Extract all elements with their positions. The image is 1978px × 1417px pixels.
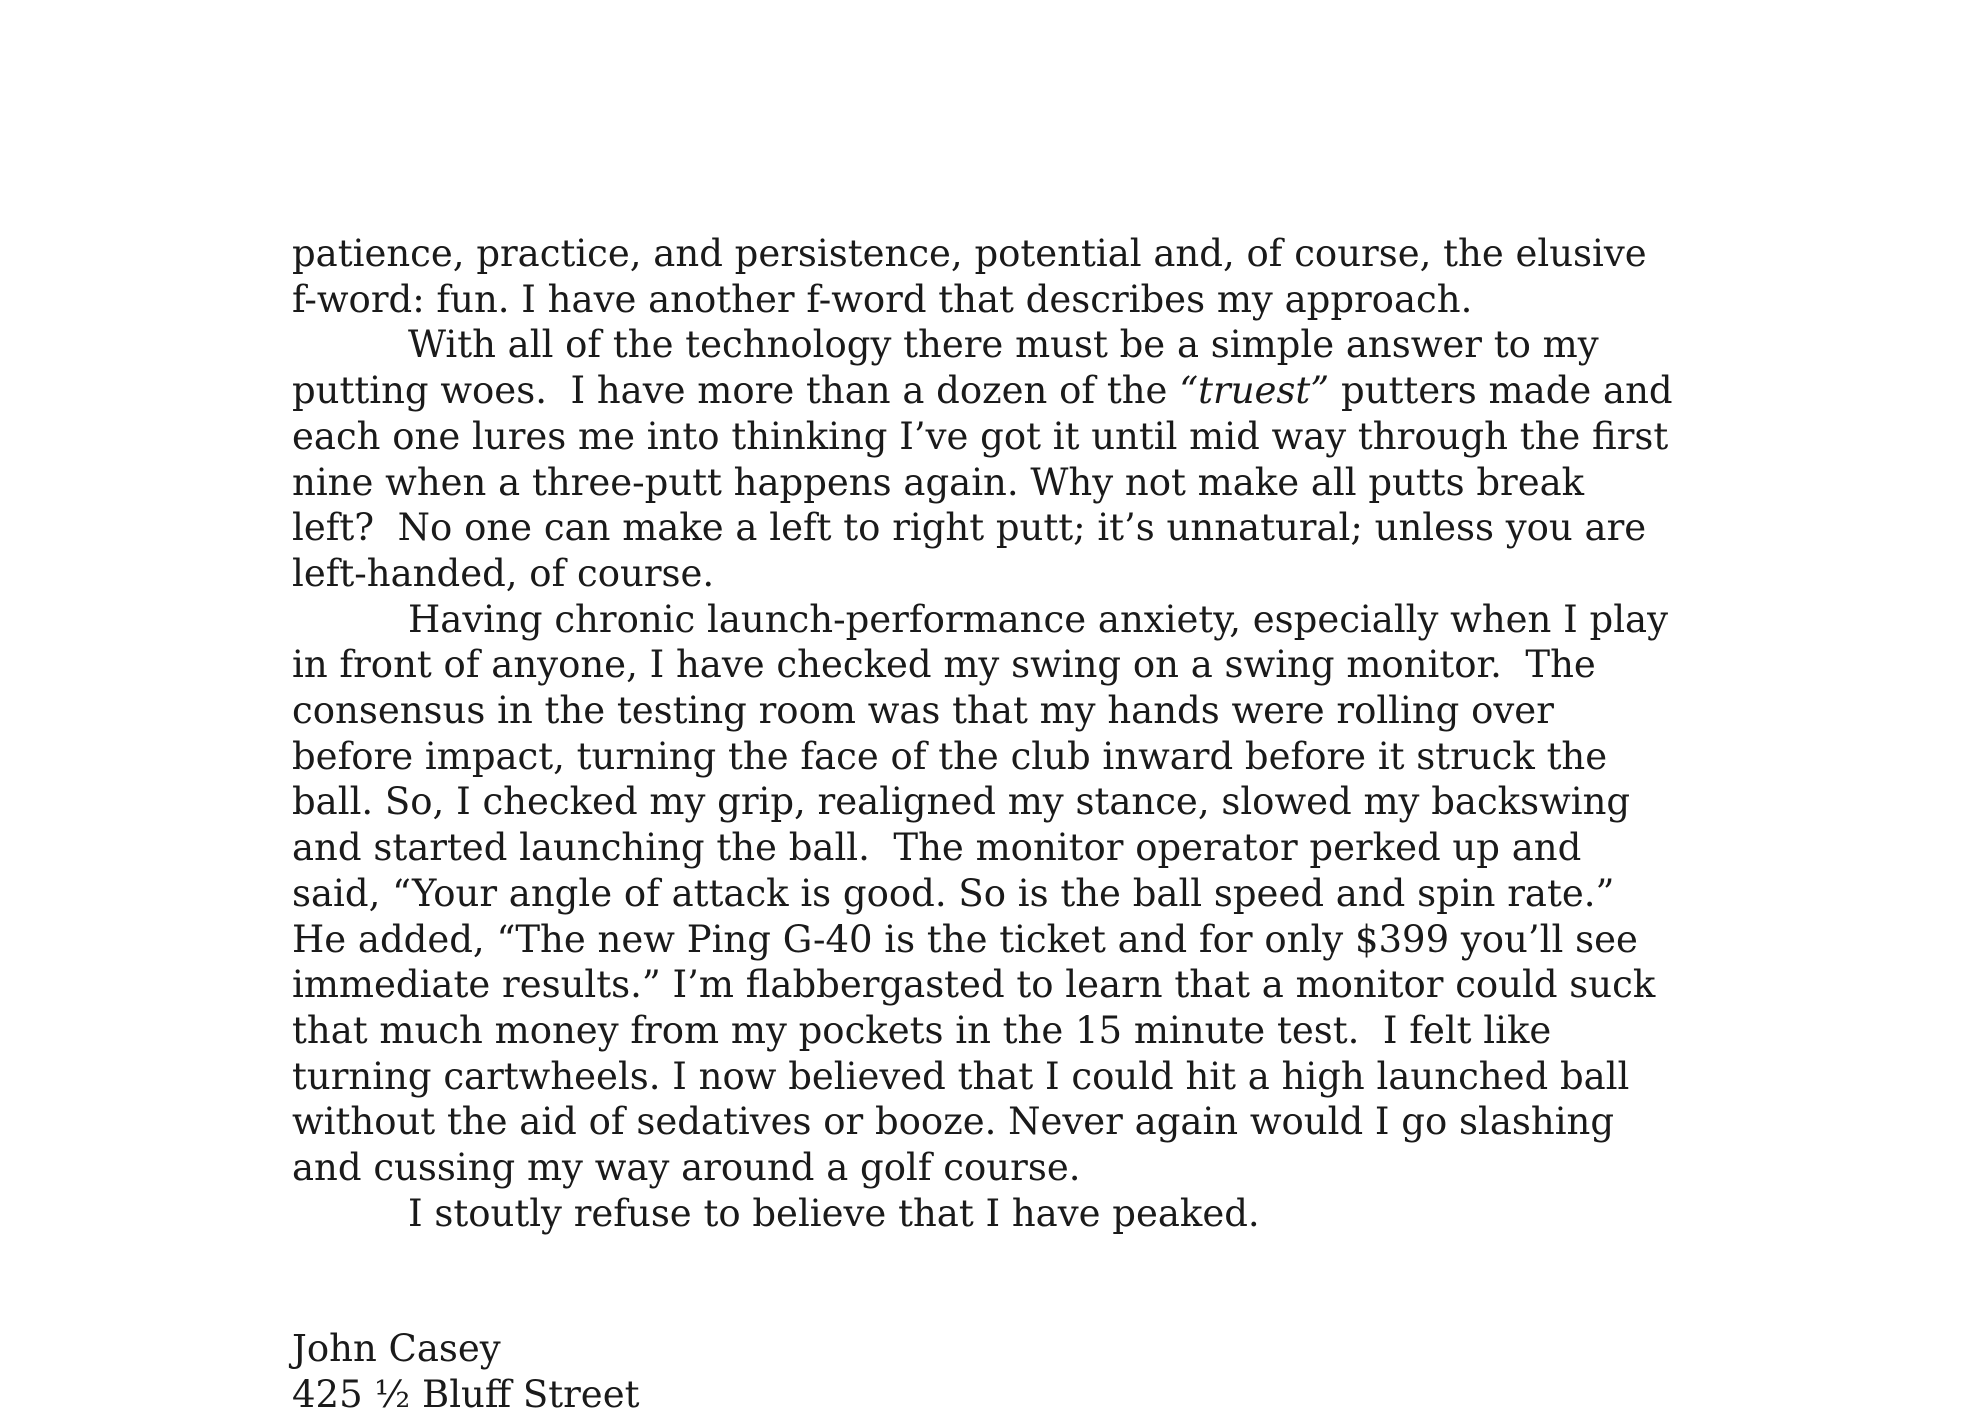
text-line: consensus in the testing room was that my hands were rolling over <box>292 689 1554 733</box>
text-line: He added, “The new Ping G-40 is the ticket and for only $399 you’ll see <box>292 917 1638 961</box>
text-line: left? No one can make a left to right putt; it’s unnatural; unless you are <box>292 506 1647 550</box>
paragraph-start-line: I stoutly refuse to believe that I have peaked. <box>408 1191 1260 1235</box>
text-line: said, “Your angle of attack is good. So is the ball speed and spin rate.” <box>292 871 1615 915</box>
text-line: before impact, turning the face of the club inward before it struck the <box>292 734 1608 778</box>
text-line: immediate results.” I’m flabbergasted to learn that a monitor could suck <box>292 963 1656 1007</box>
text-line: left-handed, of course. <box>292 551 715 595</box>
text-line: without the aid of sedatives or booze. Never again would I go slashing <box>292 1100 1615 1144</box>
text-line: f-word: fun. I have another f-word that describes my approach. <box>292 277 1473 321</box>
text-line: each one lures me into thinking I’ve got it until mid way through the first <box>292 414 1669 458</box>
text-line: ball. So, I checked my grip, realigned my stance, slowed my backswing <box>292 780 1631 824</box>
paragraph-start-line: Having chronic launch-performance anxiety, especially when I play <box>408 597 1669 641</box>
text-line-with-italic <box>292 368 1712 414</box>
body-text <box>292 231 1712 1236</box>
text-line: patience, practice, and persistence, potential and, of course, the elusive <box>292 232 1647 275</box>
text-line: that much money from my pockets in the 15 minute test. I felt like <box>292 1008 1552 1052</box>
text-segment: putters made and <box>1329 369 1673 413</box>
text-line: nine when a three-putt happens again. Why not make all putts break <box>292 460 1585 504</box>
text-line: and started launching the ball. The monitor operator perked up and <box>292 826 1582 870</box>
italic-word: “truest” <box>1179 369 1330 413</box>
text-line: in front of anyone, I have checked my swing on a swing monitor. The <box>292 643 1596 687</box>
signature-block <box>292 1326 639 1417</box>
text-segment: putting woes. I have more than a dozen of the <box>292 369 1180 413</box>
author-address: 425 ½ Bluff Street <box>292 1372 640 1416</box>
text-line: and cussing my way around a golf course. <box>292 1146 1081 1190</box>
paragraph-start-line: With all of the technology there must be a simple answer to my <box>408 323 1599 367</box>
author-name: John Casey <box>292 1327 501 1370</box>
text-line: turning cartwheels. I now believed that I could hit a high launched ball <box>292 1054 1630 1098</box>
